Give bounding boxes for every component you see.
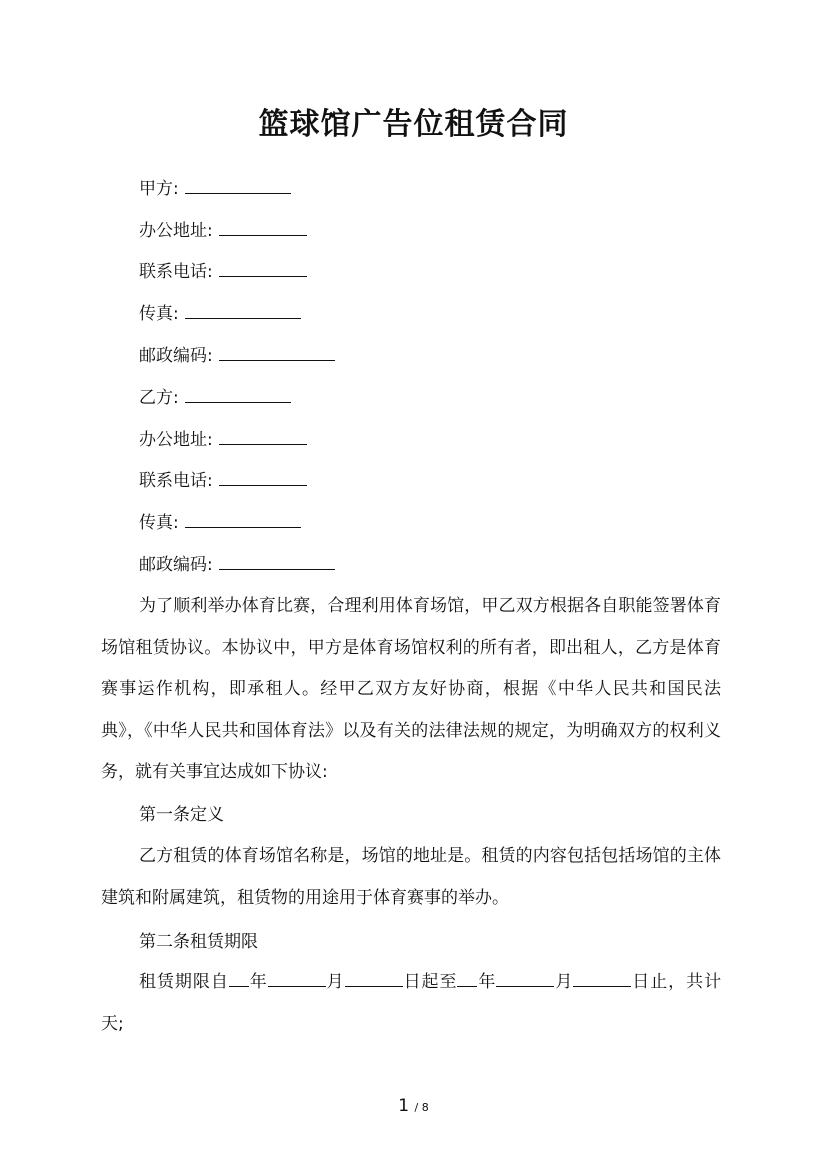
- start-year-label: 年: [248, 972, 268, 992]
- party-b-fax-field: [139, 509, 301, 536]
- party-a-address-field: [139, 217, 307, 244]
- preamble-paragraph: 为了顺利举办体育比赛，合理利用体育场馆，甲乙双方根据各自职能签署体育场馆租赁协议。本协议中，甲方是体育场馆权利的所有者，即出租人，乙方是体育赛事运作机构，即承租人。经甲乙双方友好协商，根据《中华人民共和国民法典》，《中华人民共和国体育法》以及有关的法律法规的规定，为明确双方的权利义务，就有关事宜达成如下协议:: [101, 596, 721, 782]
- party-b-address-field: [139, 426, 307, 453]
- party-b-address-label: 办公地址:: [139, 430, 213, 450]
- party-a-address-label: 办公地址:: [139, 221, 213, 241]
- party-a-fax-blank: [185, 300, 301, 319]
- article-1-heading: 第一条定义: [139, 805, 224, 825]
- page-number: [0, 1096, 827, 1116]
- party-b-phone-field: [139, 467, 307, 494]
- party-a-phone-blank: [219, 258, 307, 277]
- party-b-name-label: 乙方:: [139, 388, 179, 408]
- party-a-postcode-field: [139, 342, 335, 369]
- party-a-phone-label: 联系电话:: [139, 262, 213, 282]
- current-page: 1: [398, 1096, 410, 1116]
- start-month-blank: [268, 968, 326, 987]
- end-day-blank: [573, 968, 631, 987]
- party-b-postcode-field: [139, 551, 335, 578]
- party-b-name-blank: [185, 384, 291, 403]
- party-b-address-blank: [219, 426, 307, 445]
- party-a-name-blank: [185, 175, 291, 194]
- total-pages: / 8: [414, 1101, 429, 1114]
- end-month-label: 月: [554, 972, 574, 992]
- party-a-fax-field: [139, 300, 301, 327]
- end-month-blank: [496, 968, 554, 987]
- party-b-phone-blank: [219, 467, 307, 486]
- party-b-phone-label: 联系电话:: [139, 471, 213, 491]
- start-year-blank: [229, 968, 249, 987]
- end-year-label: 年: [477, 972, 497, 992]
- start-day-to-label: 日起至: [402, 972, 458, 992]
- party-b-fax-blank: [185, 509, 301, 528]
- party-a-fax-label: 传真:: [139, 304, 179, 324]
- article-2-paragraph: [101, 962, 721, 1045]
- article-1-paragraph: 乙方租赁的体育场馆名称是，场馆的地址是。租赁的内容包括包括场馆的主体建筑和附属建筑，租赁物的用途用于体育赛事的举办。: [101, 846, 721, 908]
- article-2-heading: 第二条租赁期限: [139, 932, 258, 952]
- party-a-name-field: [139, 175, 291, 202]
- end-day-total-label: 日止，共计天;: [101, 972, 722, 1034]
- party-a-address-blank: [219, 217, 307, 236]
- party-a-name-label: 甲方:: [139, 179, 179, 199]
- party-a-postcode-blank: [219, 342, 335, 361]
- term-from-label: 租赁期限自: [139, 972, 229, 992]
- party-b-postcode-blank: [219, 551, 335, 570]
- start-day-blank: [345, 968, 403, 987]
- party-b-fax-label: 传真:: [139, 513, 179, 533]
- party-b-name-field: [139, 384, 291, 411]
- start-month-label: 月: [325, 972, 345, 992]
- document-title: 篮球馆广告位租赁合同: [258, 107, 569, 142]
- party-a-postcode-label: 邮政编码:: [139, 346, 213, 366]
- end-year-blank: [457, 968, 477, 987]
- party-a-phone-field: [139, 258, 307, 285]
- party-b-postcode-label: 邮政编码:: [139, 555, 213, 575]
